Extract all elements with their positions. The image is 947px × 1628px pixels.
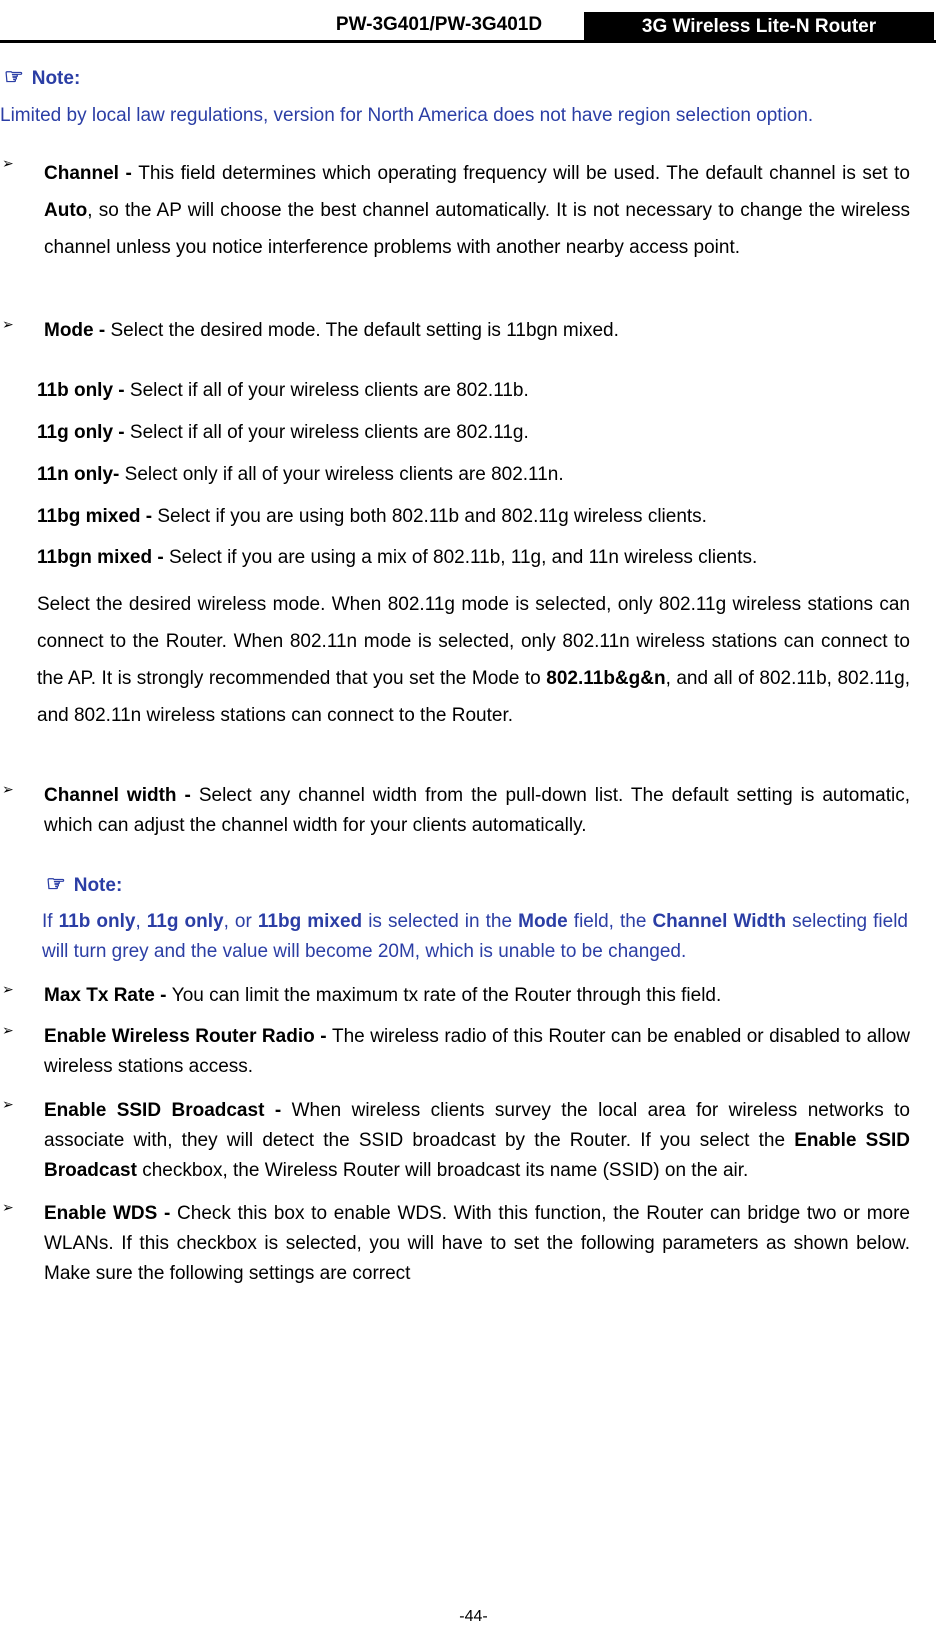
bullet-arrow-icon: ➢ xyxy=(2,155,14,171)
radio-text: Enable Wireless Router Radio - The wireless radio of this Router can be enabled or disabled to allow wireless stations access. xyxy=(44,1026,910,1077)
note-label: Note: xyxy=(73,875,123,896)
bullet-arrow-icon: ➢ xyxy=(2,1096,14,1112)
note-text-2: If 11b only, 11g only, or 11bg mixed is selected in the Mode field, the Channel Width selecting field will turn grey and the value will become 20M, which is unable to be changed. xyxy=(42,911,909,962)
note-text: Limited by local law regulations, version for North America does not have region selection option. xyxy=(0,105,814,126)
bullet-arrow-icon: ➢ xyxy=(2,981,14,997)
channel-width-text: Channel width - Select any channel width from the pull-down list. The default setting is automatic, which can adjust the channel width for your clients automatically. xyxy=(44,785,910,836)
mode-option-11b: 11b only - Select if all of your wireless clients are 802.11b. xyxy=(37,380,529,401)
wds-text: Enable WDS - Check this box to enable WDS. With this function, the Router can bridge two or more WLANs. If this checkbox is selected, you will have to set the following parameters as shown below. Make sure the following settings are correct xyxy=(44,1203,910,1284)
page-number: -44- xyxy=(459,1608,488,1625)
page-header xyxy=(0,8,947,42)
mode-option-11g: 11g only - Select if all of your wireless clients are 802.11g. xyxy=(37,422,529,443)
mode-option-11bgn: 11bgn mixed - Select if you are using a mix of 802.11b, 11g, and 11n wireless clients. xyxy=(37,547,758,568)
note-label: Note: xyxy=(31,68,81,89)
channel-text: Channel - This field determines which operating frequency will be used. The default channel is set to Auto, so the AP will choose the best channel automatically. It is not necessary to change the wireless channel unless you notice interference problems with another nearby access point. xyxy=(44,163,911,258)
mode-text: Mode - Select the desired mode. The default setting is 11bgn mixed. xyxy=(44,320,619,341)
note-heading xyxy=(4,64,80,90)
bullet-arrow-icon: ➢ xyxy=(2,1022,14,1038)
max-tx-text: Max Tx Rate - You can limit the maximum tx rate of the Router through this field. xyxy=(44,985,722,1006)
bullet-arrow-icon: ➢ xyxy=(2,1199,14,1215)
bullet-arrow-icon: ➢ xyxy=(2,781,14,797)
mode-description: Select the desired wireless mode. When 802.11g mode is selected, only 802.11g wireless stations can connect to the Router. When 802.11n mode is selected, only 802.11n wireless stations can connect to the AP. It is strongly recommended that you set the Mode to 802.11b&g&n, and all of 802.11b, 802.11g, and 802.11n wireless stations can connect to the Router. xyxy=(37,594,911,726)
pointing-hand-icon: ☞ xyxy=(46,871,66,896)
header-product: 3G Wireless Lite-N Router xyxy=(584,12,934,42)
header-model: PW-3G401/PW-3G401D xyxy=(335,14,543,35)
bullet-arrow-icon: ➢ xyxy=(2,316,14,332)
pointing-hand-icon: ☞ xyxy=(4,64,24,89)
header-rule xyxy=(0,40,936,43)
mode-option-11bg: 11bg mixed - Select if you are using both 802.11b and 802.11g wireless clients. xyxy=(37,506,707,527)
mode-option-11n: 11n only- Select only if all of your wireless clients are 802.11n. xyxy=(37,464,564,485)
note-heading-2 xyxy=(46,871,122,897)
ssid-text: Enable SSID Broadcast - When wireless clients survey the local area for wireless networks to associate with, they will detect the SSID broadcast by the Router. If you select the Enable SSID Broadcast checkbox, the Wireless Router will broadcast its name (SSID) on the air. xyxy=(44,1100,911,1181)
